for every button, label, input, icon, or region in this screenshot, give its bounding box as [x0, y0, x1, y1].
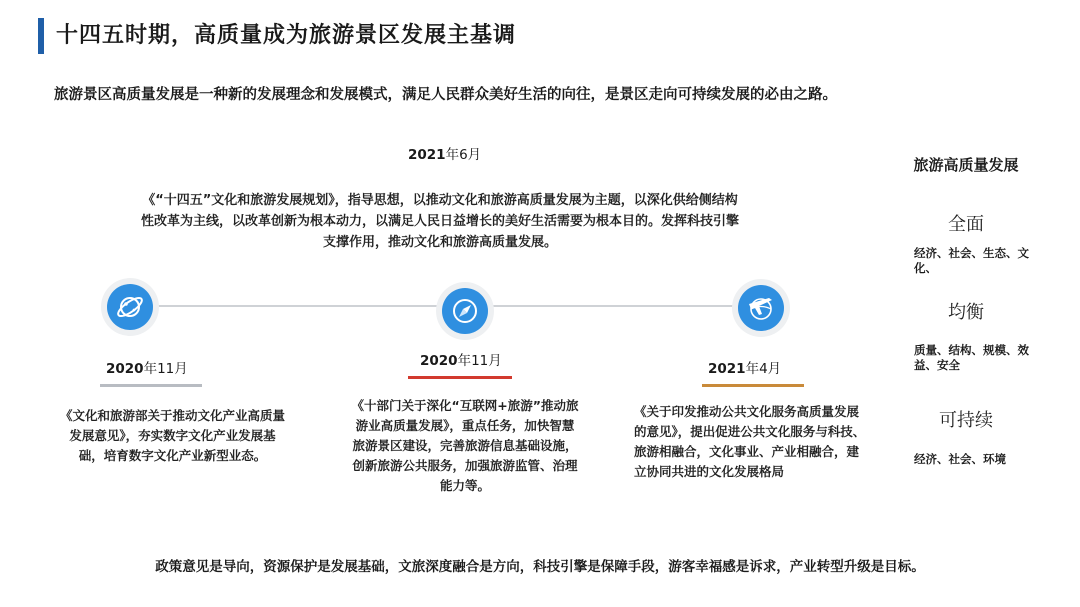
event-3-year: 2021	[708, 361, 746, 377]
side-item-1-desc: 经济、社会、生态、文化、	[914, 246, 1029, 275]
side-panel-title: 旅游高质量发展	[913, 156, 1019, 174]
event-3-underline	[702, 384, 804, 387]
event-2-date	[420, 352, 502, 370]
top-event-text: 《“十四五”文化和旅游发展规划》，指导思想，以推动文化和旅游高质量发展为主题，以深化供给侧结构性改革为主线，以改革创新为根本动力，以满足人民日益增长的美好生活需要为根本目的。发挥科技引擎支撑作用，推动文化和旅游高质量发展。	[140, 193, 739, 250]
compass-icon	[442, 288, 488, 334]
airplane-globe-icon	[738, 285, 784, 331]
timeline-node-3	[732, 279, 790, 337]
event-1-date	[106, 360, 188, 378]
timeline-node-2	[436, 282, 494, 340]
page-title: 十四五时期，高质量成为旅游景区发展主基调	[56, 23, 517, 48]
side-item-2-desc: 质量、结构、规模、效益、安全	[914, 343, 1029, 372]
event-2-underline	[408, 376, 512, 379]
side-item-1-heading: 全面	[948, 214, 984, 235]
side-item-2-heading: 均衡	[948, 302, 984, 323]
event-1-month: 年11月	[143, 361, 188, 377]
top-event-date	[408, 146, 481, 164]
event-3-month: 年4月	[745, 361, 782, 377]
side-item-3-desc: 经济、社会、环境	[914, 452, 1006, 466]
top-event-month: 年6月	[445, 147, 482, 163]
event-1-underline	[100, 384, 202, 387]
event-3-text: 《关于印发推动公共文化服务高质量发展的意见》，提出促进公共文化服务与科技、旅游相融合，文化事业、产业相融合，建立协同共进的文化发展格局	[634, 404, 866, 479]
event-3-date	[708, 360, 781, 378]
event-1-text: 《文化和旅游部关于推动文化产业高质量发展意见》，夯实数字文化产业发展基础，培育数字文化产业新型业态。	[60, 408, 286, 463]
event-1-year: 2020	[106, 361, 144, 377]
title-accent-bar	[38, 18, 44, 54]
timeline-node-1	[101, 278, 159, 336]
side-item-3-heading: 可持续	[939, 410, 993, 431]
planet-icon	[107, 284, 153, 330]
top-event-year: 2021	[408, 147, 446, 163]
page-subtitle: 旅游景区高质量发展是一种新的发展理念和发展模式，满足人民群众美好生活的向往，是景区走向可持续发展的必由之路。	[54, 87, 837, 103]
event-2-text: 《十部门关于深化“互联网+旅游”推动旅游业高质量发展》，重点任务，加快智慧旅游景区建设，完善旅游信息基础设施，创新旅游公共服务，加强旅游监管、治理能力等。	[351, 398, 579, 493]
event-2-year: 2020	[420, 353, 458, 369]
footer-summary: 政策意见是导向，资源保护是发展基础，文旅深度融合是方向，科技引擎是保障手段，游客幸福感是诉求，产业转型升级是目标。	[155, 559, 925, 575]
event-2-month: 年11月	[457, 353, 502, 369]
